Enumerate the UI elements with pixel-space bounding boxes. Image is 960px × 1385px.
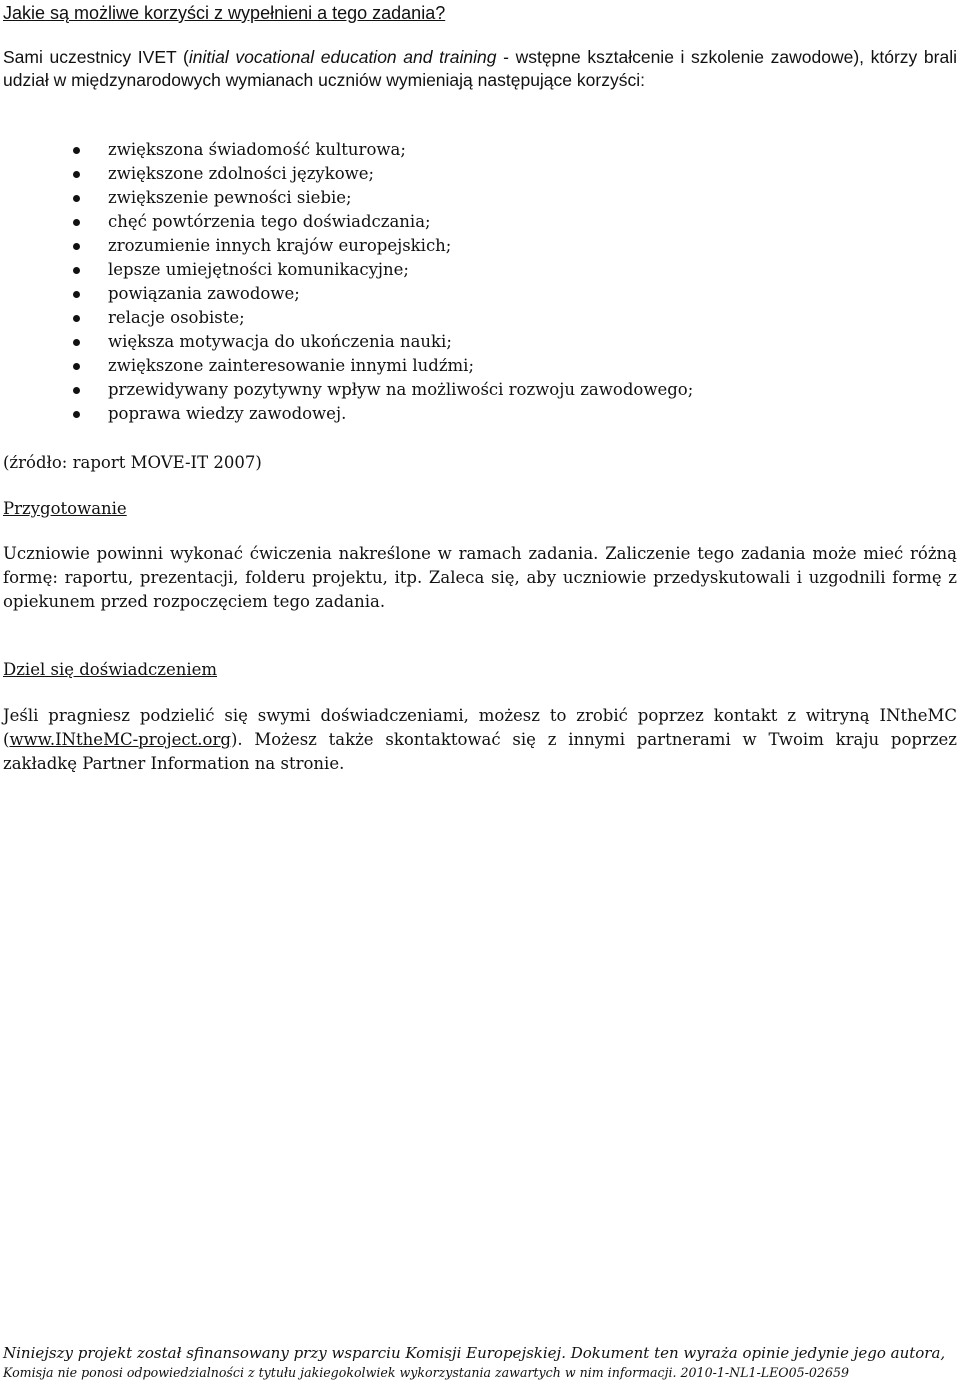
bullet-icon bbox=[73, 219, 80, 226]
intro-text-start: Sami uczestnicy IVET ( bbox=[3, 47, 189, 67]
share-heading: Dziel się doświadczeniem bbox=[3, 660, 218, 679]
page-footer bbox=[3, 1343, 960, 1383]
benefit-text: zrozumienie innych krajów europejskich; bbox=[108, 236, 452, 255]
benefit-text: chęć powtórzenia tego doświadczania; bbox=[108, 212, 431, 231]
benefit-list-item bbox=[3, 138, 693, 162]
benefit-text: zwiększone zainteresowanie innymi ludźmi; bbox=[108, 356, 475, 375]
page-title: Jakie są możliwe korzyści z wypełnieni a tego zadania? bbox=[3, 3, 446, 23]
benefit-list-item bbox=[3, 402, 693, 426]
share-paragraph bbox=[3, 704, 957, 776]
bullet-icon bbox=[73, 147, 80, 154]
project-website-link[interactable]: www.INtheMC-project.org bbox=[9, 730, 231, 749]
bullet-icon bbox=[73, 243, 80, 250]
bullet-icon bbox=[73, 315, 80, 322]
benefit-list-item bbox=[3, 186, 693, 210]
benefit-text: powiązania zawodowe; bbox=[108, 284, 300, 303]
bullet-icon bbox=[73, 267, 80, 274]
benefit-list-item bbox=[3, 282, 693, 306]
intro-paragraph bbox=[3, 46, 957, 92]
benefit-list-item bbox=[3, 162, 693, 186]
benefits-list bbox=[3, 138, 693, 426]
benefit-list-item bbox=[3, 378, 693, 402]
benefit-text: zwiększona świadomość kulturowa; bbox=[108, 140, 406, 159]
share-text-end: ). Możesz także skontaktować się z innymi partnerami w Twoim kraju poprzez zakładkę Partner Information na stronie. bbox=[3, 730, 957, 773]
bullet-icon bbox=[73, 387, 80, 394]
benefit-list-item bbox=[3, 330, 693, 354]
source-note: (źródło: raport MOVE-IT 2007) bbox=[3, 453, 262, 472]
share-text-start: Jeśli pragniesz podzielić się swymi doświadczeniami, możesz to zrobić poprzez kontakt z witryną INtheMC ( bbox=[3, 706, 957, 749]
benefit-list-item bbox=[3, 234, 693, 258]
preparation-heading: Przygotowanie bbox=[3, 499, 127, 518]
benefit-list-item bbox=[3, 306, 693, 330]
bullet-icon bbox=[73, 195, 80, 202]
bullet-icon bbox=[73, 339, 80, 346]
bullet-icon bbox=[73, 411, 80, 418]
benefit-text: większa motywacja do ukończenia nauki; bbox=[108, 332, 452, 351]
benefit-list-item bbox=[3, 354, 693, 378]
footer-line-2: Komisja nie ponosi odpowiedzialności z tytułu jakiegokolwiek wykorzystania zawartych w nim informacji. 2010-1-NL1-LEO05-02659 bbox=[3, 1365, 849, 1380]
benefit-list-item bbox=[3, 258, 693, 282]
intro-text-end: - wstępne kształcenie i szkolenie zawodowe), którzy brali udział w międzynarodowych wymianach uczniów wymieniają następujące korzyści: bbox=[3, 47, 957, 90]
benefit-text: zwiększone zdolności językowe; bbox=[108, 164, 375, 183]
benefit-text: poprawa wiedzy zawodowej. bbox=[108, 404, 347, 423]
benefit-text: przewidywany pozytywny wpływ na możliwości rozwoju zawodowego; bbox=[108, 380, 694, 399]
footer-line-1: Niniejszy projekt został sfinansowany przy wsparciu Komisji Europejskiej. Dokument ten wyraża opinie jedynie jego autora, bbox=[3, 1344, 946, 1362]
benefit-text: lepsze umiejętności komunikacyjne; bbox=[108, 260, 409, 279]
bullet-icon bbox=[73, 171, 80, 178]
benefit-text: zwiększenie pewności siebie; bbox=[108, 188, 352, 207]
benefit-text: relacje osobiste; bbox=[108, 308, 245, 327]
bullet-icon bbox=[73, 291, 80, 298]
benefit-list-item bbox=[3, 210, 693, 234]
preparation-paragraph: Uczniowie powinni wykonać ćwiczenia nakreślone w ramach zadania. Zaliczenie tego zadania może mieć różną formę: raportu, prezentacji, folderu projektu, itp. Zaleca się, aby uczniowie przedyskutowali i uzgodnili formę z opiekunem przed rozpoczęciem tego zadania. bbox=[3, 544, 957, 611]
intro-italic-term: initial vocational education and training bbox=[188, 47, 497, 67]
bullet-icon bbox=[73, 363, 80, 370]
